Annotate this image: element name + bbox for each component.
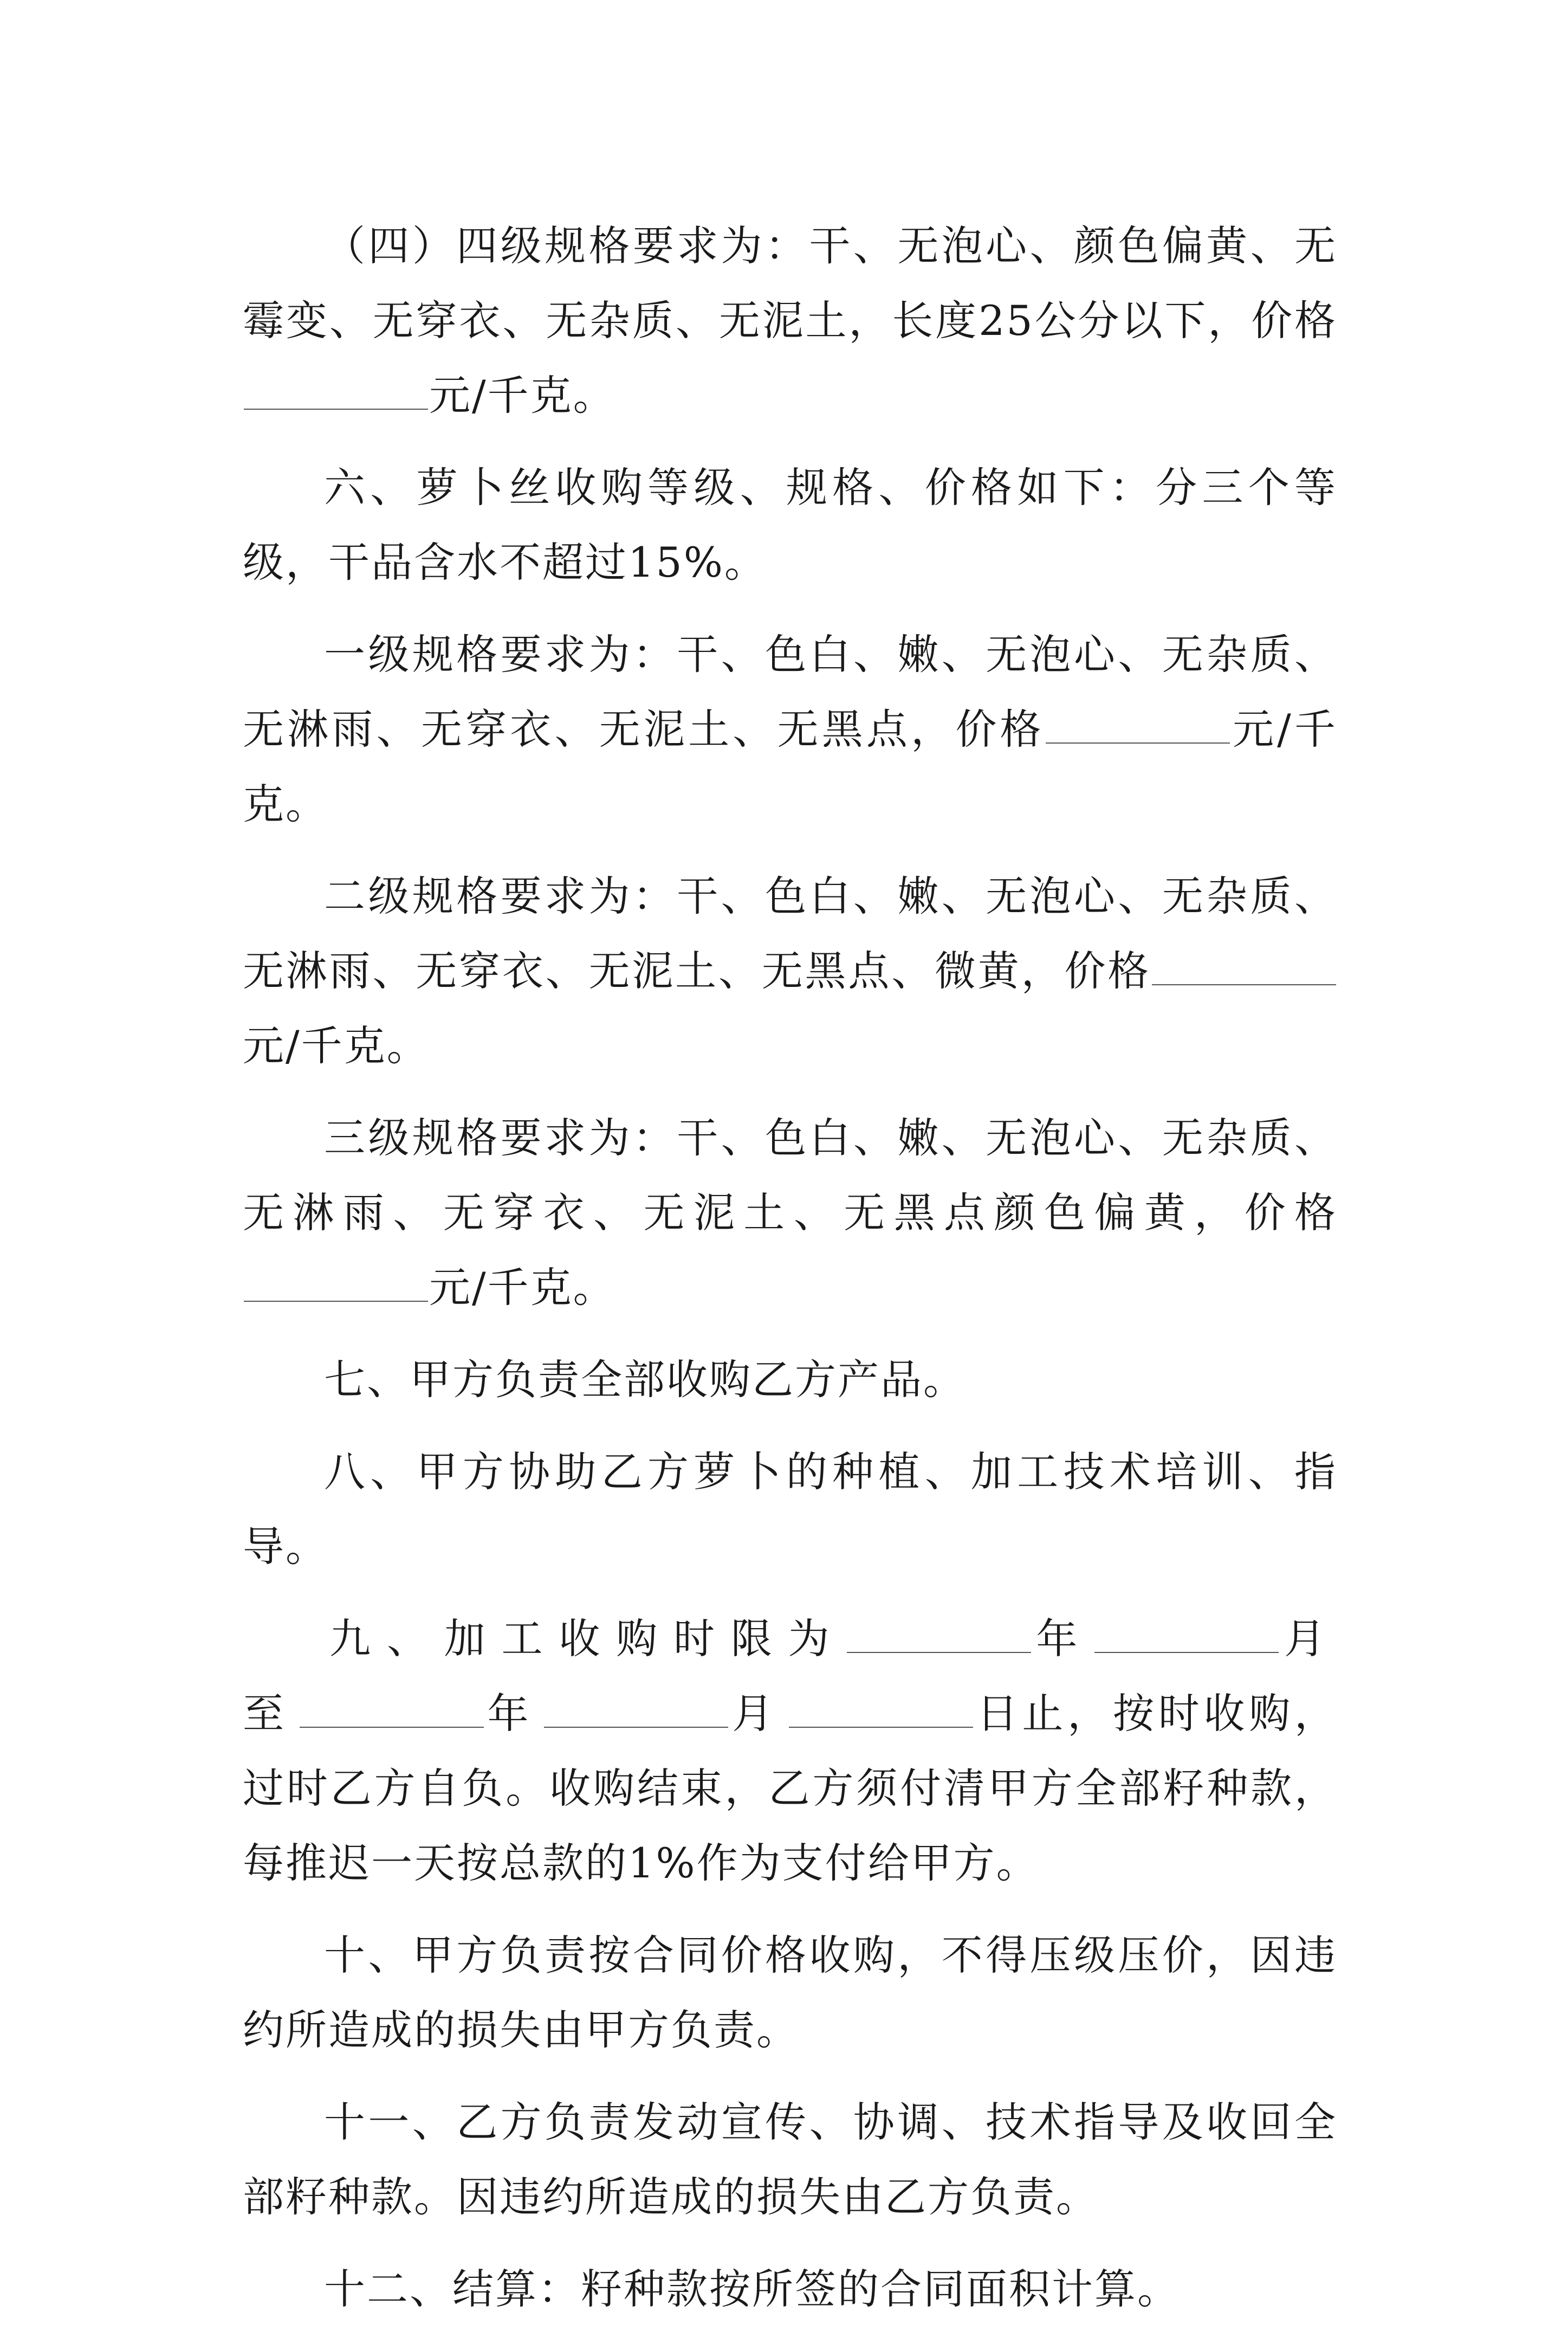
unit-text: 元/千克。: [243, 1022, 430, 1070]
year-blank: [847, 1651, 1031, 1653]
paragraph-text: 六、萝卜丝收购等级、规格、价格如下：分三个等级，干品含水不超过15%。: [243, 463, 1337, 586]
paragraph-clause-9: [243, 1602, 1337, 1901]
paragraph-text: 十一、乙方负责发动宣传、协调、技术指导及收回全部籽种款。因违约所造成的损失由乙方负责。: [243, 2098, 1337, 2221]
paragraph-text: （四）四级规格要求为：干、无泡心、颜色偏黄、无霉变、无穿衣、无杂质、无泥土，长度25公分以下，价格: [243, 222, 1337, 345]
paragraph-grade2-spec: [243, 859, 1337, 1083]
price-blank: [1046, 742, 1230, 744]
paragraph-shredded-radish-grades: [243, 450, 1337, 600]
paragraph-text: 十、甲方负责按合同价格收购，不得压级压价，因违约所造成的损失由甲方负责。: [243, 1931, 1337, 2054]
paragraph-text: 三级规格要求为：干、色白、嫩、无泡心、无杂质、无淋雨、无穿衣、无泥土、无黑点颜色偏黄，价格: [243, 1114, 1337, 1237]
paragraph-text: 八、甲方协助乙方萝卜的种植、加工技术培训、指导。: [243, 1448, 1337, 1571]
paragraph-text: 二级规格要求为：干、色白、嫩、无泡心、无杂质、无淋雨、无穿衣、无泥土、无黑点、微黄，价格: [243, 872, 1337, 995]
paragraph-grade3-spec: [243, 1101, 1337, 1325]
year-label: 年: [484, 1689, 543, 1738]
contract-body: [243, 209, 1337, 2344]
paragraph-text: 七、甲方负责全部收购乙方产品。: [324, 1355, 966, 1404]
paragraph-clause-11: [243, 2085, 1337, 2235]
unit-text: 元/千克。: [429, 371, 616, 419]
unit-text: 元/千克。: [243, 705, 1337, 828]
paragraph-clause-12: [243, 2252, 1337, 2327]
day-blank: [789, 1726, 973, 1728]
year-label: 年: [1032, 1615, 1094, 1663]
paragraph-text: 十二、结算：籽种款按所签的合同面积计算。: [324, 2265, 1180, 2313]
clause-9-rest: 日止，按时收购，过时乙方自负。收购结束，乙方须付清甲方全部籽种款，每推迟一天按总款的1%作为支付给甲方。: [243, 1689, 1338, 1887]
paragraph-clause-7: [243, 1342, 1337, 1417]
month-blank: [1094, 1651, 1279, 1653]
paragraph-text: 一级规格要求为：干、色白、嫩、无泡心、无杂质、无淋雨、无穿衣、无泥土、无黑点，价格: [243, 630, 1337, 753]
paragraph-grade4-spec: [243, 209, 1337, 433]
paragraph-clause-8: [243, 1435, 1337, 1584]
month-label: 月至: [243, 1615, 1338, 1738]
unit-text: 元/千克。: [429, 1263, 616, 1312]
price-blank: [244, 408, 428, 410]
price-blank: [1152, 984, 1336, 985]
paragraph-clause-10: [243, 1918, 1337, 2068]
paragraph-grade1-spec: [243, 617, 1337, 842]
month-blank: [544, 1726, 728, 1728]
price-blank: [244, 1300, 428, 1302]
paragraph-text: 九、加工收购时限为: [329, 1615, 846, 1663]
year-blank: [300, 1726, 484, 1728]
month-label: 月: [729, 1689, 788, 1738]
